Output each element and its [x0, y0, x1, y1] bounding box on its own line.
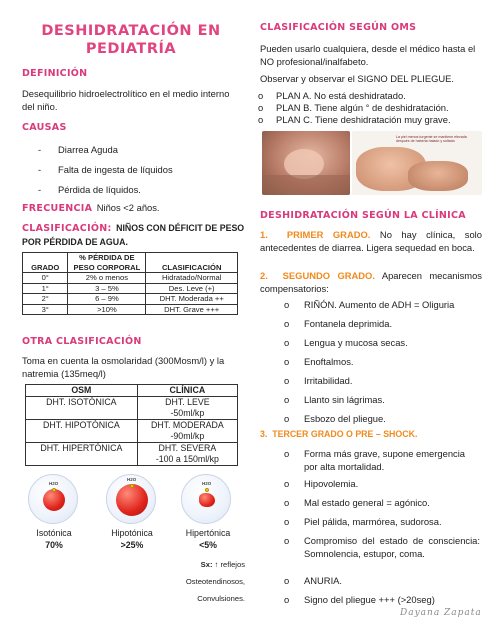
oms-text-2: Observar y observar el SIGNO DEL PLIEGUE. — [260, 73, 454, 84]
list-item: o Compromiso del estado de consciencia: Somnolencia, estupor, coma. — [284, 535, 480, 559]
list-item: o Hipovolemia. — [284, 478, 359, 489]
grado-3-heading: 3. TERCER GRADO O PRE – SHOCK. — [260, 429, 418, 439]
list-item: o Piel pálida, marmórea, sudorosa. — [284, 516, 442, 527]
sx-note: Sx: ↑ reflejos Osteotendinosos, Convulsiones. — [185, 560, 245, 603]
table-header: CLÍNICA — [137, 385, 237, 397]
list-item: o Mal estado general = agónico. — [284, 497, 430, 508]
oms-heading: CLASIFICACIÓN SEGÚN OMS — [260, 22, 417, 33]
author-signature: Dayana Zapata — [400, 608, 482, 618]
table-row: DHT. HIPOTÓNICA DHT. MODERADA -90ml/kp — [26, 420, 238, 443]
otra-text: Toma en cuenta la osmolaridad (300Mosm/l) y la natremia (135meq/l) — [22, 355, 225, 379]
definicion-heading: DEFINICIÓN — [22, 68, 88, 79]
list-item: o Llanto sin lágrimas. — [284, 394, 385, 405]
causa-item: - Diarrea Aguda — [38, 144, 118, 155]
list-item: o Lengua y mucosa secas. — [284, 337, 408, 348]
table-header: CLASIFICACIÓN — [146, 253, 238, 273]
definicion-text: Desequilibrio hidroelectrolítico en el medio interno del niño. — [22, 88, 230, 112]
causas-heading: CAUSAS — [22, 122, 67, 133]
cells-illustration — [22, 474, 247, 526]
plan-item: o PLAN B. Tiene algún ° de deshidratación. — [258, 102, 449, 113]
frecuencia-text: Niños <2 años. — [96, 202, 160, 213]
list-item: o Fontanela deprimida. — [284, 318, 393, 329]
table-row: 0° 2% o menos Hidratado/Normal — [23, 273, 238, 284]
table-row: 2° 6 – 9% DHT. Moderada ++ — [23, 294, 238, 305]
clasificacion-table — [22, 252, 238, 315]
table-row: DHT. ISOTÓNICA DHT. LEVE -50ml/kp — [26, 397, 238, 420]
table-header: % PÉRDIDA DE PESO CORPORAL — [68, 253, 146, 273]
list-item: o Signo del pliegue +++ (>20seg) — [284, 594, 435, 605]
table-row: 3° >10% DHT. Grave +++ — [23, 304, 238, 315]
table-header: OSM — [26, 385, 138, 397]
frecuencia-heading: FRECUENCIA — [22, 203, 93, 214]
grado-1: 1. PRIMER GRADO. No hay clínica, solo antecedentes de diarrea. Ligera sequedad en boca. — [260, 229, 482, 253]
causa-item: - Pérdida de líquidos. — [38, 184, 141, 195]
isotonic-cell-icon: H2O — [28, 474, 78, 524]
clasificacion-heading: CLASIFICACIÓN: NIÑOS CON DÉFICIT DE PESO POR PÉRDIDA DE AGUA. — [22, 223, 245, 247]
plan-item: o PLAN C. Tiene deshidratación muy grave. — [258, 114, 451, 125]
cells-labels: Isotónica Hipotónica Hipertónica 70% >25% <5% — [36, 528, 231, 550]
page-title: DESHIDRATACIÓN EN PEDIATRÍA — [41, 23, 221, 57]
hypotonic-cell-icon: H2O — [106, 474, 156, 524]
table-row: DHT. HIPERTÓNICA DHT. SEVERA -100 a 150ml/kp — [26, 443, 238, 466]
table-header-row — [26, 385, 238, 397]
frecuencia-row — [22, 198, 160, 216]
skin-pinch-photo: La piel menos turgente se mantiene elevada después de haberla halado y soltado — [352, 131, 482, 195]
otra-heading: OTRA CLASIFICACIÓN — [22, 336, 142, 347]
list-item: o Enoftalmos. — [284, 356, 354, 367]
grado-2: 2. SEGUNDO GRADO. Aparecen mecanismos compensatorios: — [260, 270, 482, 294]
osm-table — [25, 384, 238, 466]
hypertonic-cell-icon: H2O — [181, 474, 231, 524]
baby-skin-photo — [262, 131, 350, 195]
plan-item: o PLAN A. No está deshidratado. — [258, 90, 406, 101]
list-item: o Forma más grave, supone emergencia por alta mortalidad. — [284, 448, 466, 472]
oms-text-1: Pueden usarlo cualquiera, desde el médico hasta el NO profesional/inalfabeto. — [260, 43, 476, 67]
list-item: o ANURIA. — [284, 575, 343, 586]
causa-item: - Falta de ingesta de líquidos — [38, 164, 173, 175]
list-item: o Esbozo del pliegue. — [284, 413, 386, 424]
table-row: 1° 3 – 5% Des. Leve (+) — [23, 283, 238, 294]
list-item: o Irritabilidad. — [284, 375, 353, 386]
table-header: GRADO — [23, 253, 68, 273]
list-item: o RIÑÓN. Aumento de ADH = Oliguria — [284, 299, 455, 310]
table-header-row — [23, 253, 238, 273]
clinica-heading: DESHIDRATACIÓN SEGÚN LA CLÍNICA — [260, 210, 466, 221]
